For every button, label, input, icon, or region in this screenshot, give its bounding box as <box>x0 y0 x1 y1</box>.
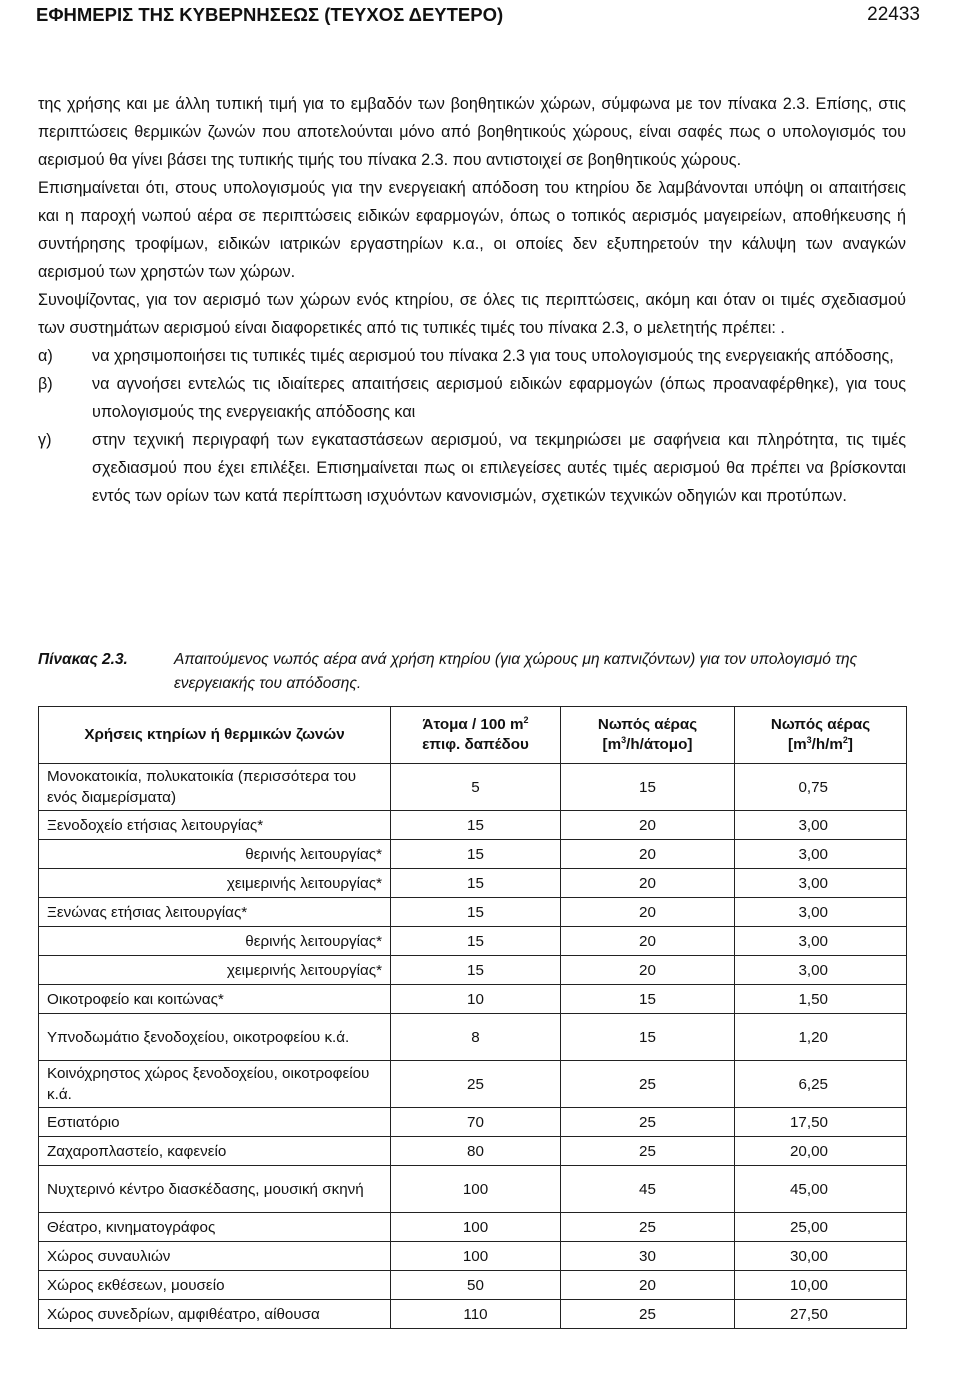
cell-persons: 15 <box>391 811 561 840</box>
table-row <box>39 869 907 898</box>
cell-air-per-person: 25 <box>561 1108 735 1137</box>
table-row <box>39 764 907 811</box>
cell-air-per-m2: 30,00 <box>735 1242 907 1271</box>
cell-persons: 15 <box>391 840 561 869</box>
cell-air-per-m2: 10,00 <box>735 1271 907 1300</box>
cell-use: χειμερινής λειτουργίας* <box>39 869 391 898</box>
table-row <box>39 840 907 869</box>
table-row <box>39 811 907 840</box>
cell-air-per-person: 20 <box>561 840 735 869</box>
cell-air-per-person: 25 <box>561 1137 735 1166</box>
cell-use: Υπνοδωμάτιο ξενοδοχείου, οικοτροφείου κ.ά. <box>39 1014 391 1061</box>
page-number: 22433 <box>867 4 920 25</box>
cell-use: Χώρος συναυλιών <box>39 1242 391 1271</box>
cell-air-per-m2: 25,00 <box>735 1213 907 1242</box>
table-row <box>39 985 907 1014</box>
cell-persons: 10 <box>391 985 561 1014</box>
table-row <box>39 1137 907 1166</box>
cell-use: χειμερινής λειτουργίας* <box>39 956 391 985</box>
cell-use: Εστιατόριο <box>39 1108 391 1137</box>
cell-persons: 100 <box>391 1242 561 1271</box>
cell-use: Μονοκατοικία, πολυκατοικία (περισσότερα του ενός διαμερίσματα) <box>39 764 391 811</box>
cell-air-per-m2: 27,50 <box>735 1300 907 1329</box>
paragraph: Συνοψίζοντας, για τον αερισμό των χώρων ενός κτηρίου, σε όλες τις περιπτώσεις, ακόμη και όταν οι τιμές σχεδιασμού των συστημάτων αερισμού είναι διαφορετικές από τις τυπικές τιμές του πίνακα 2.3, ο μελετητής πρέπει: . <box>38 291 906 337</box>
list-item <box>38 370 906 426</box>
column-header-use: Χρήσεις κτηρίων ή θερμικών ζωνών <box>39 707 391 764</box>
cell-use: θερινής λειτουργίας* <box>39 927 391 956</box>
cell-air-per-person: 20 <box>561 927 735 956</box>
list-label: γ) <box>38 431 52 449</box>
page-header <box>36 4 920 26</box>
cell-use: θερινής λειτουργίας* <box>39 840 391 869</box>
cell-persons: 100 <box>391 1213 561 1242</box>
cell-use: Νυχτερινό κέντρο διασκέδασης, μουσική σκηνή <box>39 1166 391 1213</box>
list-text: να χρησιμοποιήσει τις τυπικές τιμές αερισμού του πίνακα 2.3 για τους υπολογισμούς της ενεργειακής απόδοσης, <box>92 347 894 365</box>
cell-persons: 15 <box>391 956 561 985</box>
cell-use: Ξενοδοχείο ετήσιας λειτουργίας* <box>39 811 391 840</box>
cell-persons: 110 <box>391 1300 561 1329</box>
caption-text: Απαιτούμενος νωπός αέρα ανά χρήση κτηρίου (για χώρους μη καπνιζόντων) για τον υπολογισμό της ενεργειακής του απόδοσης. <box>174 651 858 692</box>
cell-air-per-person: 20 <box>561 1271 735 1300</box>
cell-persons: 5 <box>391 764 561 811</box>
cell-air-per-m2: 3,00 <box>735 898 907 927</box>
list-label: α) <box>38 347 53 365</box>
cell-air-per-person: 15 <box>561 1014 735 1061</box>
gazette-title: ΕΦΗΜΕΡΙΣ ΤΗΣ ΚΥΒΕΡΝΗΣΕΩΣ (ΤΕΥΧΟΣ ΔΕΥΤΕΡΟ) <box>36 4 504 25</box>
cell-air-per-person: 25 <box>561 1061 735 1108</box>
column-header-air-per-person: Νωπός αέρας $[m^3/h/ά\tau o\mu o]$ <box>561 707 735 764</box>
cell-air-per-person: 20 <box>561 869 735 898</box>
cell-air-per-person: 25 <box>561 1300 735 1329</box>
cell-air-per-m2: 1,20 <box>735 1014 907 1061</box>
column-header-air-per-m2: Νωπός αέρας $[m^3/h/m^2]$ <box>735 707 907 764</box>
cell-persons: 50 <box>391 1271 561 1300</box>
table-row <box>39 1271 907 1300</box>
cell-air-per-m2: 3,00 <box>735 811 907 840</box>
cell-use: Ξενώνας ετήσιας λειτουργίας* <box>39 898 391 927</box>
list-item <box>38 342 906 370</box>
cell-persons: 15 <box>391 869 561 898</box>
cell-air-per-m2: 3,00 <box>735 869 907 898</box>
table-row <box>39 1242 907 1271</box>
caption-label: Πίνακας 2.3. <box>38 651 128 668</box>
cell-air-per-m2: 45,00 <box>735 1166 907 1213</box>
table-row <box>39 1108 907 1137</box>
paragraph: Επισημαίνεται ότι, στους υπολογισμούς για την ενεργειακή απόδοση του κτηρίου δε λαμβάνονται υπόψη οι απαιτήσεις και η παροχή νωπού αέρα σε περιπτώσεις ειδικών εφαρμογών, όπως ο τοπικός αερισμός μαγειρείων, αποθήκευσης ή συντήρησης τροφίμων, ειδικών ιατρικών εργαστηρίων κ.α., οι οποίες δεν εξυπηρετούν την κάλυψη των αναγκών αερισμού των χρηστών των χώρων. <box>38 179 906 281</box>
list-label: β) <box>38 375 53 393</box>
cell-air-per-m2: 20,00 <box>735 1137 907 1166</box>
cell-use: Ζαχαροπλαστείο, καφενείο <box>39 1137 391 1166</box>
cell-use: Χώρος συνεδρίων, αμφιθέατρο, αίθουσα <box>39 1300 391 1329</box>
cell-air-per-m2: 1,50 <box>735 985 907 1014</box>
cell-use: Κοινόχρηστος χώρος ξενοδοχείου, οικοτροφείου κ.ά. <box>39 1061 391 1108</box>
cell-air-per-m2: 3,00 <box>735 927 907 956</box>
table-row <box>39 956 907 985</box>
table-header-row <box>39 707 907 764</box>
table-row <box>39 1213 907 1242</box>
paragraph: της χρήσης και με άλλη τυπική τιμή για το εμβαδόν των βοηθητικών χώρων, σύμφωνα με τον πίνακα 2.3. Επίσης, στις περιπτώσεις θερμικών ζωνών που αποτελούνται μόνο από βοηθητικούς χώρους, είναι σαφές πως ο υπολογισμός του αερισμού θα γίνει βάσει της τυπικής τιμής του πίνακα 2.3. που αντιστοιχεί σε βοηθητικούς χώρους. <box>38 95 906 169</box>
cell-persons: 25 <box>391 1061 561 1108</box>
table-row <box>39 1300 907 1329</box>
cell-air-per-person: 25 <box>561 1213 735 1242</box>
table-row <box>39 1061 907 1108</box>
body-text <box>38 90 906 510</box>
table-row <box>39 1166 907 1213</box>
fresh-air-table <box>38 706 907 1329</box>
cell-air-per-m2: 3,00 <box>735 840 907 869</box>
cell-air-per-m2: 0,75 <box>735 764 907 811</box>
cell-air-per-m2: 6,25 <box>735 1061 907 1108</box>
cell-air-per-m2: 3,00 <box>735 956 907 985</box>
table-row <box>39 898 907 927</box>
cell-persons: 80 <box>391 1137 561 1166</box>
column-header-persons: Άτομα / 100 $m^2$ επιφ. δαπέδου <box>391 707 561 764</box>
cell-use: Θέατρο, κινηματογράφος <box>39 1213 391 1242</box>
cell-persons: 100 <box>391 1166 561 1213</box>
cell-air-per-person: 45 <box>561 1166 735 1213</box>
cell-use: Οικοτροφείο και κοιτώνας* <box>39 985 391 1014</box>
cell-persons: 8 <box>391 1014 561 1061</box>
cell-air-per-m2: 17,50 <box>735 1108 907 1137</box>
list-text: στην τεχνική περιγραφή των εγκαταστάσεων αερισμού, να τεκμηριώσει με σαφήνεια και πληρότητα, τις τιμές σχεδιασμού που έχει επιλέξει. Επισημαίνεται πως οι επιλεγείσες αυτές τιμές αερισμού θα πρέπει να βρίσκονται εντός των ορίων των κατά περίπτωση ισχυόντων κανονισμών, σχετικών τεχνικών οδηγιών και προτύπων. <box>92 431 906 505</box>
cell-air-per-person: 20 <box>561 898 735 927</box>
cell-air-per-person: 20 <box>561 811 735 840</box>
cell-air-per-person: 20 <box>561 956 735 985</box>
cell-persons: 15 <box>391 927 561 956</box>
cell-persons: 15 <box>391 898 561 927</box>
list-text: να αγνοήσει εντελώς τις ιδιαίτερες απαιτήσεις αερισμού ειδικών εφαρμογών (όπως προαναφέρθηκε), για τους υπολογισμούς της ενεργειακής απόδοσης και <box>92 375 906 421</box>
cell-use: Χώρος εκθέσεων, μουσείο <box>39 1271 391 1300</box>
list-item <box>38 426 906 510</box>
table-caption <box>38 648 906 696</box>
cell-persons: 70 <box>391 1108 561 1137</box>
table-row <box>39 927 907 956</box>
requirements-list <box>38 342 906 510</box>
table-row <box>39 1014 907 1061</box>
cell-air-per-person: 15 <box>561 985 735 1014</box>
cell-air-per-person: 30 <box>561 1242 735 1271</box>
cell-air-per-person: 15 <box>561 764 735 811</box>
